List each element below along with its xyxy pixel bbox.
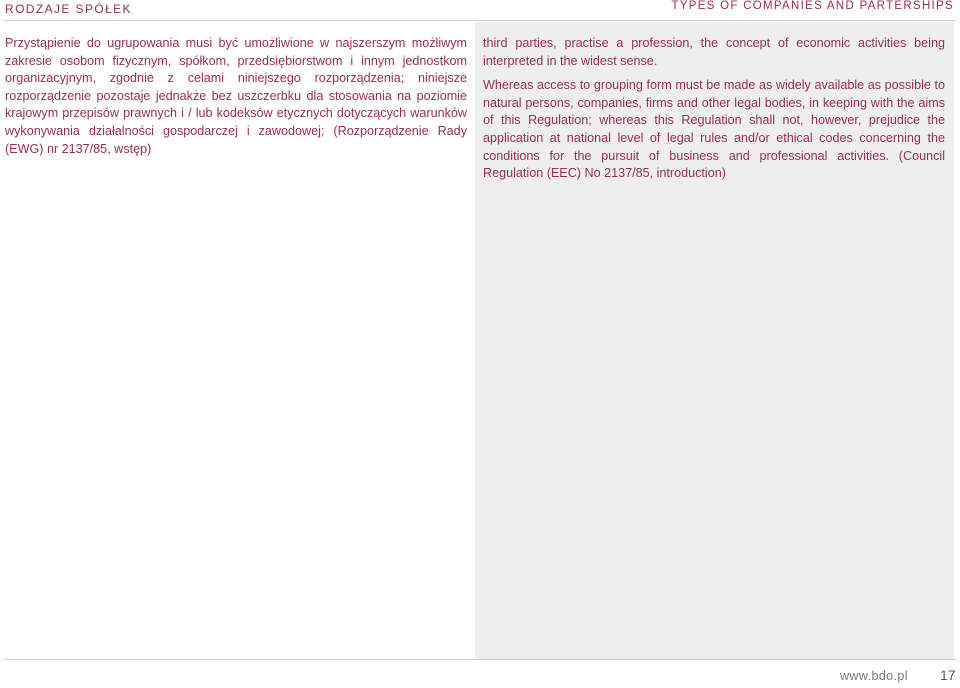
- polish-paragraph: Przystąpienie do ugrupowania musi być umożliwione w najszerszym możliwym zakresie osobom fizycznym, spółkom, przedsiębiorstwom i innym jednostkom organizacyjnym, zgodnie z celami niniejszego rozporządzenia; niniejsze rozporządzenie pozostaje jednakże bez uszczerbku dla stosowania na poziomie krajowym przepisów prawnych i / lub kodeksów etycznych dotyczących warunków wykonywania działalności gospodarczej i zawodowej; (Rozporządzenie Rady (EWG) nr 2137/85, wstęp): [5, 36, 467, 156]
- english-column: [483, 35, 945, 183]
- section-title-english: TYPES OF COMPANIES AND PARTERSHIPS: [671, 0, 954, 12]
- footer-website-link[interactable]: www.bdo.pl: [840, 669, 908, 683]
- footer-divider: [4, 659, 956, 660]
- english-paragraph-2: Whereas access to grouping form must be made as widely available as possible to natural persons, companies, firms and other legal bodies, in keeping with the aims of this Regulation; whereas this Regulation shall not, however, prejudice the application at national level of legal rules and/or ethical codes concerning the conditions for the pursuit of business and professional activities. (Council Regulation (EEC) No 2137/85, introduction): [483, 78, 945, 181]
- polish-column: [5, 35, 467, 158]
- page-number: 17: [940, 667, 956, 683]
- header-divider: [4, 20, 956, 21]
- english-paragraph-1: third parties, practise a profession, the concept of economic activities being interpreted in the widest sense.: [483, 36, 945, 68]
- section-title-polish: RODZAJE SPÓŁEK: [5, 2, 132, 16]
